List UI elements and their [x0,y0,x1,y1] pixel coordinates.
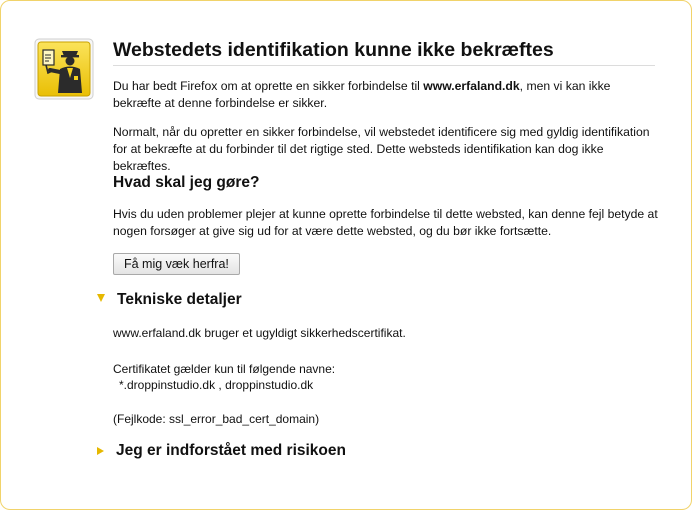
explanation-text: Normalt, når du opretter en sikker forbindelse, vil webstedet identificere sig med gyldig identifikation for at bekræfte at du forbinder til det rigtige sted. Dette websteds identifikation kan dog ikke bekræftes. [113,125,650,173]
title-divider [113,65,655,66]
technical-details-expander[interactable] [97,291,242,309]
security-officer-icon [34,38,94,100]
intro-text-before: Du har bedt Firefox om at oprette en sikker forbindelse til [113,79,424,93]
what-to-do-heading: Hvad skal jeg gøre? [113,174,260,191]
triangle-down-icon [97,294,105,302]
page-title: Webstedets identifikation kunne ikke bekræftes [113,39,554,61]
what-to-do-text: Hvis du uden problemer plejer at kunne oprette forbindelse til dette websted, kan denne fejl betyde at nogen forsøger at give sig ud for at være dette websted, og du bør ikke fortsætte. [113,207,658,238]
valid-names-label: Certifikatet gælder kun til følgende navne: [113,362,336,376]
understand-risks-label: Jeg er indforstået med risikoen [116,442,346,459]
triangle-right-icon [97,447,104,455]
technical-details-label: Tekniske detaljer [117,291,242,308]
intro-text [113,78,658,112]
invalid-cert-text: www.erfaland.dk bruger et ugyldigt sikkerhedscertifikat. [113,326,406,340]
get-me-out-button[interactable]: Få mig væk herfra! [113,253,240,275]
valid-names-list: *.droppinstudio.dk , droppinstudio.dk [119,378,314,392]
intro-host: www.erfaland.dk [423,79,520,93]
error-code: (Fejlkode: ssl_error_bad_cert_domain) [113,412,320,426]
understand-risks-expander[interactable] [97,442,346,460]
intro-text-after: , men vi kan ikke bekræfte at denne forbindelse er sikker. [113,79,611,110]
